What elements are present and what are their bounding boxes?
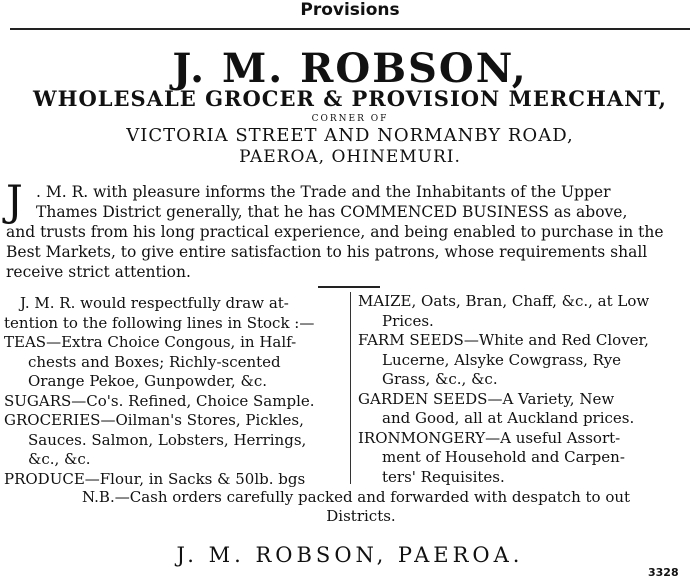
list-item: chests and Boxes; Richly-scented xyxy=(28,352,281,371)
column-divider xyxy=(350,292,351,484)
intro-line: receive strict attention. xyxy=(6,263,191,281)
town-address: PAEROA, OHINEMURI. xyxy=(239,147,461,167)
drop-cap: J xyxy=(6,176,23,225)
list-item: Sauces. Salmon, Lobsters, Herrings, xyxy=(28,430,307,449)
list-item: tention to the following lines in Stock :— xyxy=(4,313,315,332)
list-item: Prices. xyxy=(382,311,434,330)
nb-line: Districts. xyxy=(326,507,396,525)
merchant-name: J. M. ROBSON, xyxy=(172,45,528,92)
intro-line: and trusts from his long practical experience, and being enabled to purchase in the xyxy=(6,223,664,241)
list-item: GARDEN SEEDS—A Variety, New xyxy=(358,389,615,408)
stock-list-right xyxy=(358,292,698,487)
intro-line: . M. R. with pleasure informs the Trade and the Inhabitants of the Upper xyxy=(36,183,611,201)
stock-list-left xyxy=(4,294,346,489)
list-item: J. M. R. would respectfully draw at- xyxy=(20,294,289,312)
list-item: ters' Requisites. xyxy=(382,467,505,486)
list-item: &c., &c. xyxy=(28,450,91,468)
list-item: GROCERIES—Oilman's Stores, Pickles, xyxy=(4,411,304,429)
list-item: Grass, &c., &c. xyxy=(382,370,498,388)
footer-signature: J. M. ROBSON, PAEROA. xyxy=(176,543,524,567)
corner-of-label: CORNER OF xyxy=(311,114,389,124)
list-item: ment of Household and Carpen- xyxy=(382,448,625,466)
list-item: SUGARS—Co's. Refined, Choice Sample. xyxy=(4,391,315,410)
list-item: MAIZE, Oats, Bran, Chaff, &c., at Low xyxy=(358,292,650,310)
ad-code: 3328 xyxy=(648,566,679,579)
trade-line: WHOLESALE GROCER & PROVISION MERCHANT, xyxy=(33,86,667,111)
intro-paragraph xyxy=(6,176,696,282)
list-item: Lucerne, Alsyke Cowgrass, Rye xyxy=(382,350,622,369)
middle-rule xyxy=(318,286,380,288)
list-item: FARM SEEDS—White and Red Clover, xyxy=(358,331,649,349)
list-item: IRONMONGERY—A useful Assort- xyxy=(358,428,621,447)
nb-line: N.B.—Cash orders carefully packed and forwarded with despatch to out xyxy=(82,488,631,506)
nota-bene xyxy=(0,488,700,526)
street-address: VICTORIA STREET AND NORMANBY ROAD, xyxy=(126,125,574,146)
top-rule xyxy=(10,28,690,30)
list-item: and Good, all at Auckland prices. xyxy=(382,409,635,427)
list-item: PRODUCE—Flour, in Sacks & 50lb. bgs xyxy=(4,469,306,488)
list-item: TEAS—Extra Choice Congous, in Half- xyxy=(4,333,297,351)
list-item: Orange Pekoe, Gunpowder, &c. xyxy=(28,372,267,390)
intro-line: Thames District generally, that he has COMMENCED BUSINESS as above, xyxy=(36,203,628,221)
intro-line: Best Markets, to give entire satisfaction to his patrons, whose requirements shall xyxy=(6,243,648,261)
section-heading: Provisions xyxy=(300,0,400,20)
